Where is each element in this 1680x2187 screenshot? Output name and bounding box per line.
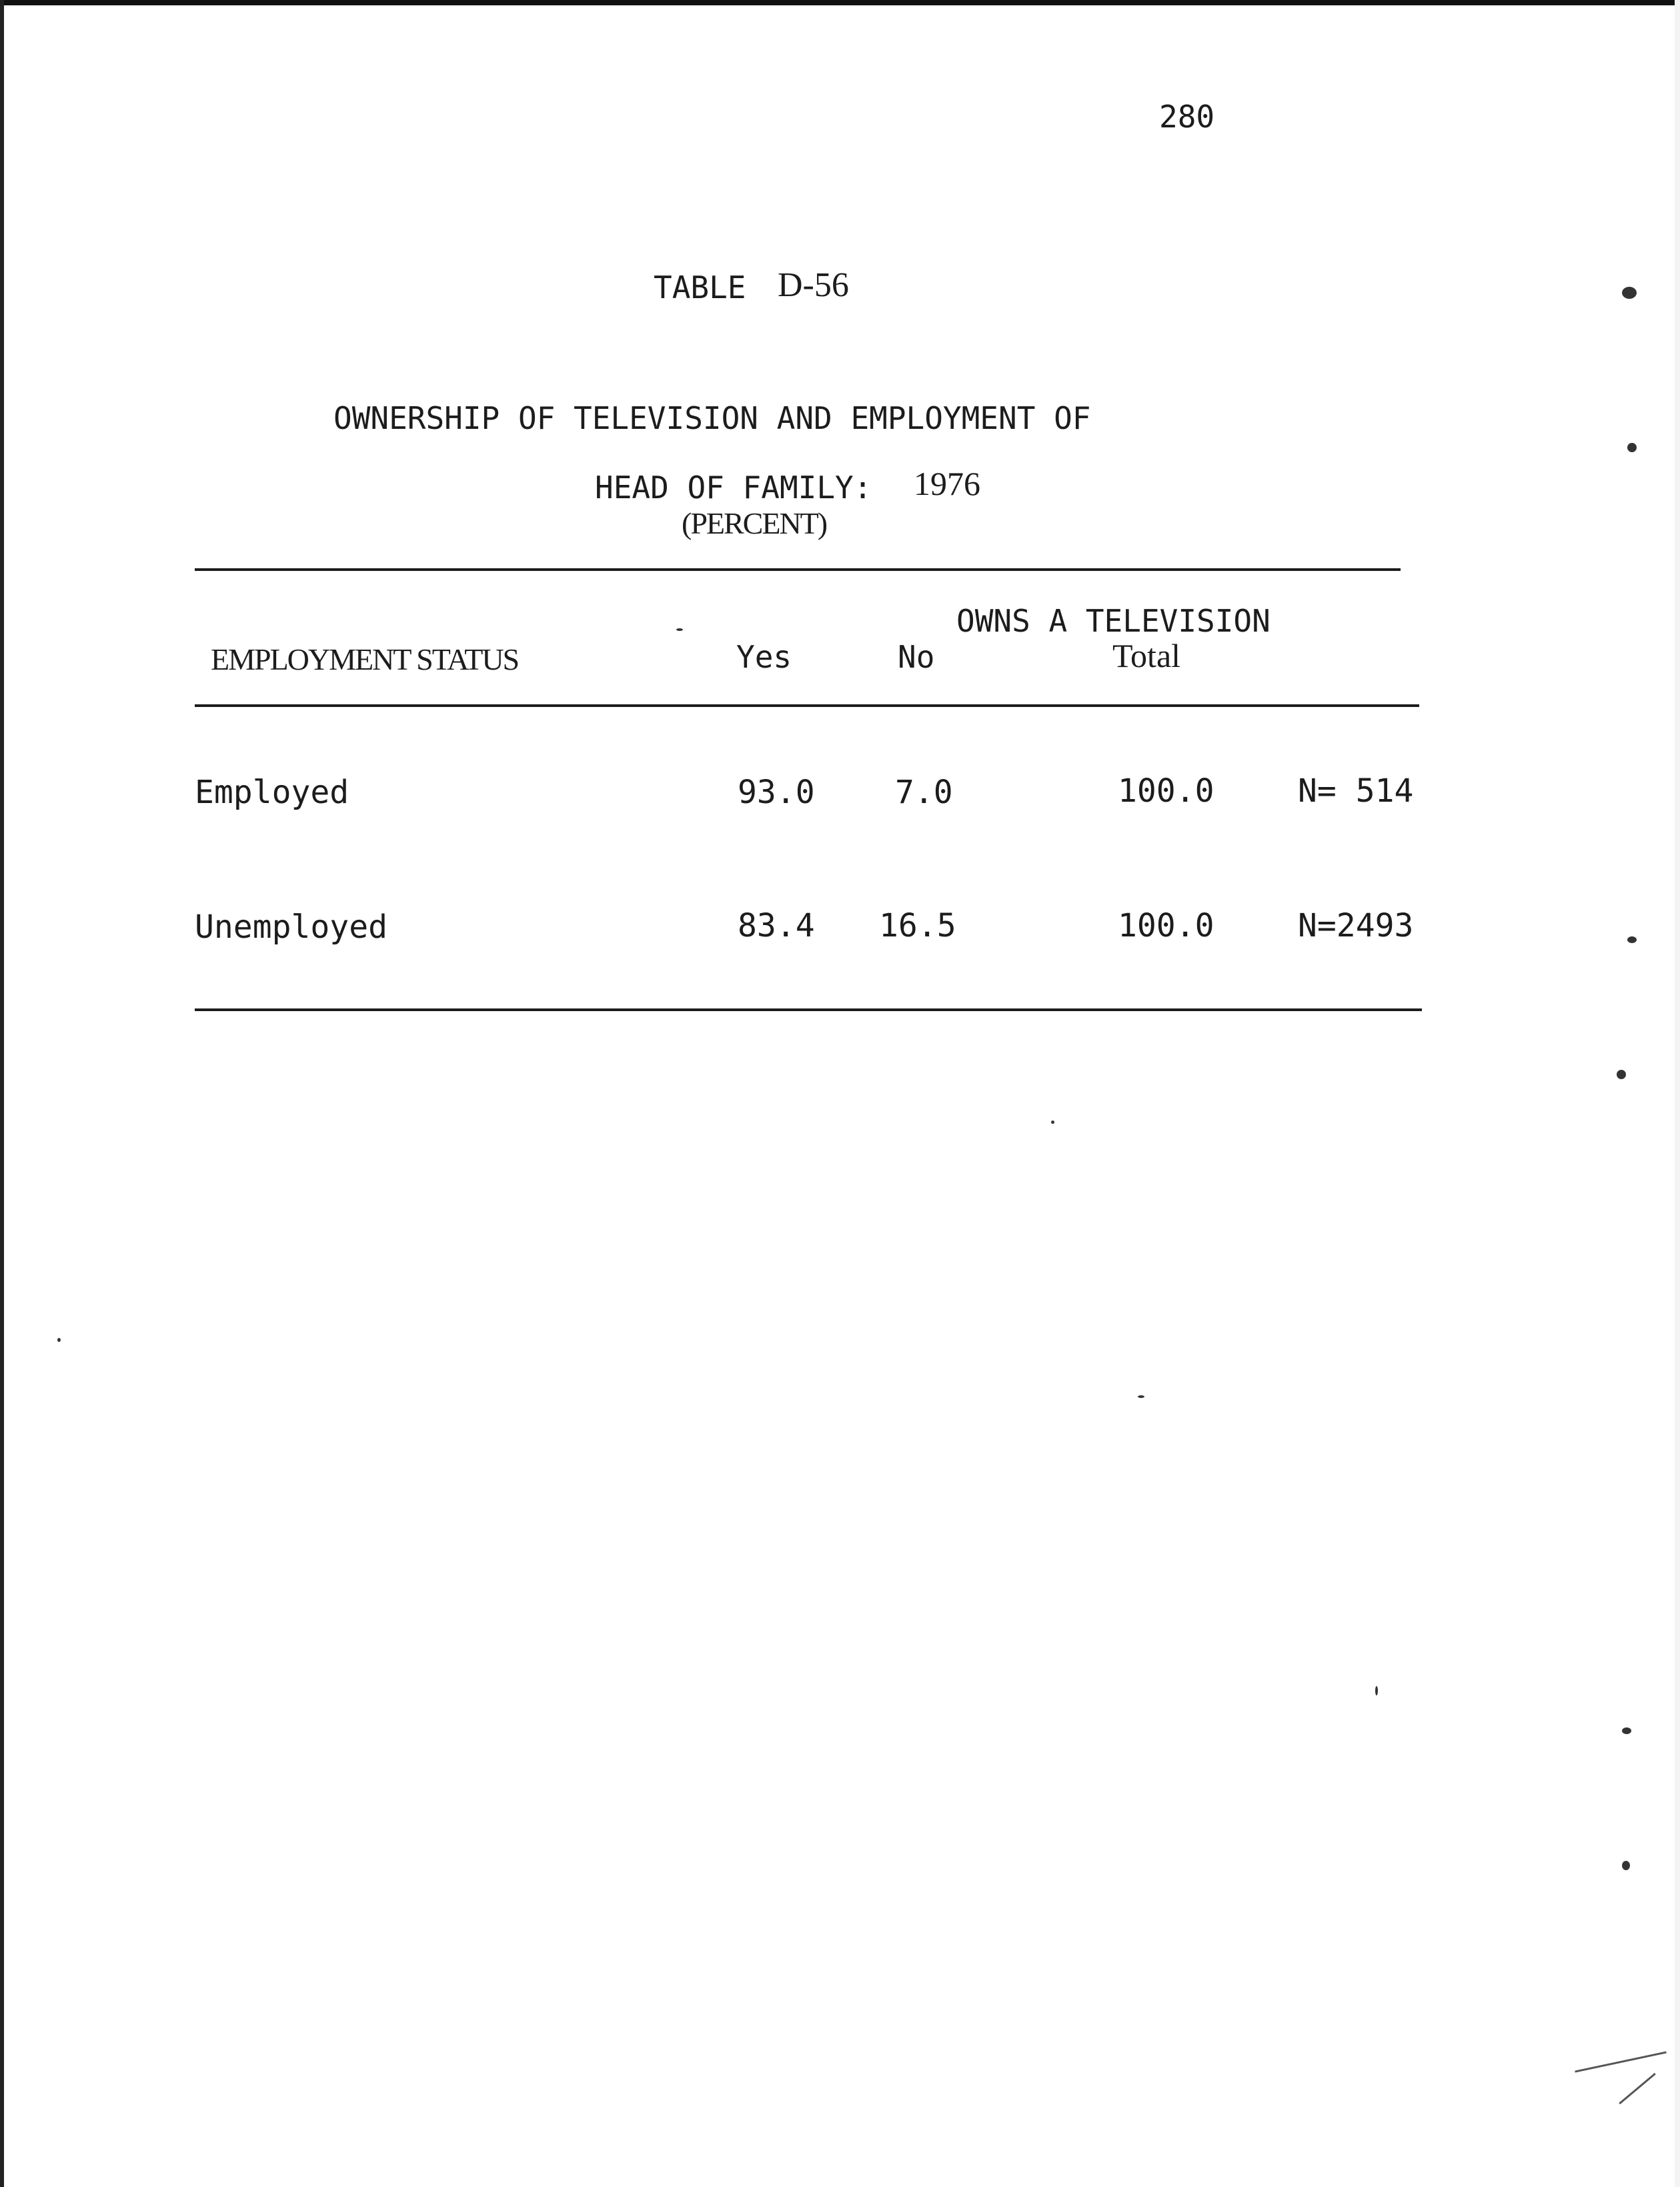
scan-speck	[1051, 1121, 1054, 1124]
scan-speck	[676, 628, 683, 631]
row-n-value: N= 514	[1298, 772, 1414, 810]
scan-mark	[1575, 2051, 1667, 2072]
row-n-value: N=2493	[1298, 907, 1414, 944]
row-total-value: 100.0	[1118, 772, 1214, 810]
table-label-prefix: TABLE	[654, 269, 746, 305]
table-top-rule	[195, 568, 1401, 571]
table-unit: (PERCENT)	[682, 506, 827, 540]
scan-speck	[57, 1338, 61, 1342]
row-yes-value: 83.4	[738, 907, 815, 944]
page-number: 280	[1159, 99, 1215, 135]
column-header-total: Total	[1112, 637, 1181, 674]
scan-speck	[1627, 936, 1637, 943]
table-title-line1: OWNERSHIP OF TELEVISION AND EMPLOYMENT OF	[333, 400, 1091, 436]
row-status: Unemployed	[195, 908, 387, 946]
row-no-value: 16.5	[879, 907, 956, 944]
table-title-year: 1976	[914, 465, 980, 502]
row-no-value: 7.0	[895, 774, 953, 811]
page-edge-right	[1675, 0, 1680, 2187]
table-header-rule	[195, 704, 1419, 707]
page-edge-top	[0, 0, 1680, 5]
scan-mark	[1619, 2073, 1656, 2104]
scan-speck	[1622, 287, 1637, 299]
column-header-no: No	[898, 639, 935, 675]
group-header-owns-television: OWNS A TELEVISION	[956, 603, 1271, 639]
scan-speck	[1622, 1727, 1631, 1734]
scan-speck	[1617, 1070, 1626, 1079]
table-label-id: D-56	[778, 266, 849, 304]
scan-speck	[1375, 1686, 1378, 1695]
row-yes-value: 93.0	[738, 774, 815, 811]
column-header-employment-status: EMPLOYMENT STATUS	[211, 642, 519, 676]
row-status: Employed	[195, 774, 349, 811]
scan-speck	[1138, 1395, 1144, 1398]
table-bottom-rule	[195, 1008, 1422, 1011]
page-edge-left	[0, 0, 4, 2187]
row-total-value: 100.0	[1118, 907, 1214, 944]
table-title-line2-prefix: HEAD OF FAMILY:	[595, 470, 872, 506]
scan-speck	[1622, 1861, 1630, 1870]
column-header-yes: Yes	[736, 639, 792, 675]
scan-speck	[1627, 443, 1637, 452]
